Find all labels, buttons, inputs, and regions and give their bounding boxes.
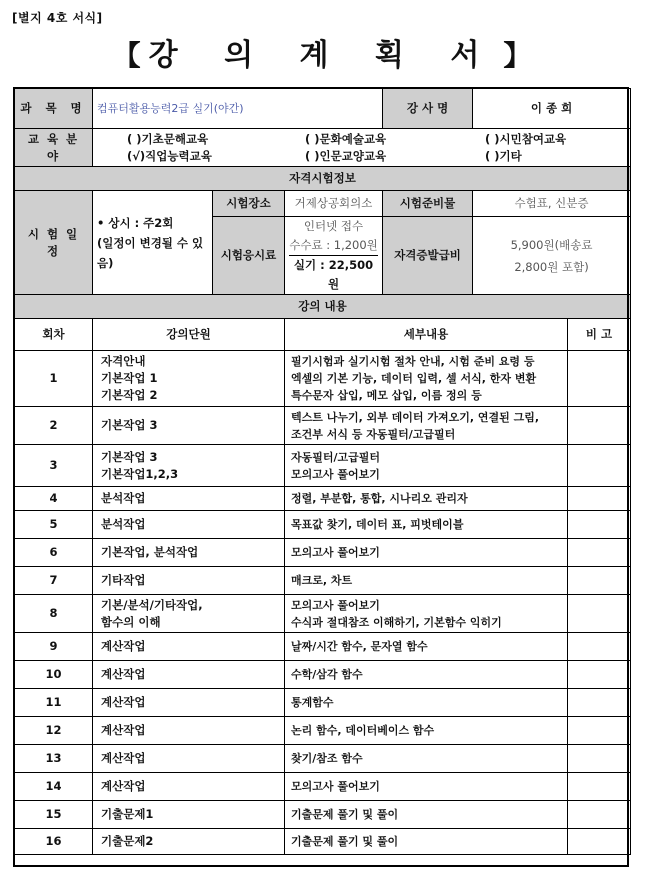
detail-cell: [285, 745, 568, 773]
unit-cell: [93, 407, 285, 445]
unit-line: 기본작업 3: [101, 418, 158, 432]
instructor-label: 강 사 명: [383, 89, 473, 129]
unit-line: 계산작업: [101, 639, 146, 653]
form-number: [별지 4호 서식]: [12, 11, 103, 25]
issue-line: 2,800원 포함): [514, 259, 589, 274]
table-row: [15, 689, 631, 717]
note-cell: [568, 801, 631, 829]
note-cell: [568, 661, 631, 689]
detail-line: 수학/삼각 함수: [291, 668, 363, 681]
unit-line: 함수의 이해: [101, 614, 161, 629]
table-row: [15, 567, 631, 595]
unit-line: 계산작업: [101, 751, 146, 765]
session-number: 5: [15, 511, 93, 539]
unit-line: 기본작업 1: [101, 371, 158, 385]
session-number: 12: [15, 717, 93, 745]
schedule-value: [93, 191, 213, 295]
schedule-label: 시 험 일 정: [15, 191, 93, 295]
unit-line: 기본작업, 분석작업: [101, 545, 199, 559]
detail-line: 모의고사 풀어보기: [291, 598, 380, 612]
note-cell: [568, 487, 631, 511]
detail-cell: [285, 567, 568, 595]
detail-line: 텍스트 나누기, 외부 데이터 가져오기, 연결된 그림,: [291, 410, 540, 424]
unit-cell: [93, 801, 285, 829]
instructor-value: 이 종 희: [473, 89, 631, 129]
issue-label: 자격증발급비: [383, 217, 473, 295]
unit-line: 계산작업: [101, 667, 146, 681]
schedule-line: (일정이 변경될 수 있음): [97, 235, 204, 270]
session-number: 6: [15, 539, 93, 567]
fee-line: 인터넷 접수: [303, 219, 364, 233]
unit-cell: [93, 745, 285, 773]
detail-cell: [285, 773, 568, 801]
detail-line: 목표값 찾기, 데이터 표, 피벗테이블: [291, 518, 464, 531]
page-title: [0, 30, 646, 74]
unit-line: 분석작업: [101, 517, 146, 531]
detail-line: 수식과 절대참조 이해하기, 기본함수 익히기: [291, 615, 502, 629]
unit-cell: [93, 633, 285, 661]
table-row: [15, 407, 631, 445]
detail-line: 통계함수: [291, 696, 334, 709]
session-number: 14: [15, 773, 93, 801]
subject-label: 과 목 명: [15, 89, 93, 129]
detail-cell: [285, 689, 568, 717]
unit-cell: [93, 511, 285, 539]
detail-cell: [285, 351, 568, 407]
field-label: 교 육 분 야: [15, 129, 93, 167]
table-row: [15, 829, 631, 855]
table-row: [15, 445, 631, 487]
schedule-line: • 상시 : 주2회: [97, 215, 174, 230]
unit-line: 기타작업: [101, 573, 146, 587]
col-header-unit: 강의단원: [93, 319, 285, 351]
unit-cell: [93, 717, 285, 745]
detail-cell: [285, 829, 568, 855]
unit-line: 기출문제1: [101, 807, 154, 821]
prep-label: 시험준비물: [383, 191, 473, 217]
detail-line: 기출문제 풀기 및 풀이: [291, 835, 399, 848]
place-label: 시험장소: [213, 191, 285, 217]
session-number: 15: [15, 801, 93, 829]
detail-line: 날짜/시간 함수, 문자열 함수: [291, 640, 428, 653]
unit-cell: [93, 539, 285, 567]
fee-line: 실기 : 22,500원: [289, 255, 378, 294]
content-section-title: 강의 내용: [15, 295, 631, 319]
unit-line: 계산작업: [101, 779, 146, 793]
detail-line: 모의고사 풀어보기: [291, 467, 380, 481]
issue-value: [473, 217, 631, 295]
detail-line: 찾기/참조 함수: [291, 752, 363, 765]
session-number: 10: [15, 661, 93, 689]
table-row: [15, 487, 631, 511]
unit-line: 기본작업1,2,3: [101, 466, 179, 481]
unit-line: 기본작업 2: [101, 388, 158, 402]
session-number: 7: [15, 567, 93, 595]
session-number: 2: [15, 407, 93, 445]
lecture-plan-table: [14, 88, 631, 855]
prep-value: 수험표, 신분증: [473, 191, 631, 217]
detail-cell: [285, 661, 568, 689]
unit-cell: [93, 773, 285, 801]
detail-line: 자동필터/고급필터: [291, 450, 381, 464]
table-row: [15, 745, 631, 773]
detail-line: 엑셀의 기본 기능, 데이터 입력, 셀 서식, 한자 변환: [291, 372, 537, 385]
unit-line: 기본작업 3: [101, 449, 158, 464]
unit-line: 계산작업: [101, 695, 146, 709]
unit-line: 기본/분석/기타작업,: [101, 597, 203, 612]
field-options: [93, 129, 631, 167]
note-cell: [568, 539, 631, 567]
detail-line: 논리 함수, 데이터베이스 함수: [291, 724, 435, 737]
title-open-bracket: 【: [112, 39, 143, 72]
detail-cell: [285, 407, 568, 445]
note-cell: [568, 717, 631, 745]
unit-line: 분석작업: [101, 491, 146, 505]
note-cell: [568, 633, 631, 661]
detail-line: 특수문자 삽입, 메모 삽입, 이름 정의 등: [291, 389, 482, 402]
note-cell: [568, 567, 631, 595]
col-header-detail: 세부내용: [285, 319, 568, 351]
table-row: [15, 511, 631, 539]
unit-cell: [93, 689, 285, 717]
fee-line: 수수료 : 1,200원: [289, 238, 378, 252]
unit-cell: [93, 661, 285, 689]
detail-line: 정렬, 부분합, 통합, 시나리오 관리자: [291, 492, 468, 505]
title-text: 강 의 계 획 서: [148, 38, 498, 73]
field-option: ( )기타: [485, 148, 522, 163]
field-option: ( )인문교양교육: [305, 148, 387, 163]
detail-line: 기출문제 풀기 및 풀이: [291, 808, 399, 821]
detail-line: 매크로, 차트: [291, 574, 353, 587]
cert-section-title: 자격시험정보: [15, 167, 631, 191]
unit-cell: [93, 351, 285, 407]
session-number: 13: [15, 745, 93, 773]
note-cell: [568, 745, 631, 773]
unit-cell: [93, 487, 285, 511]
session-number: 4: [15, 487, 93, 511]
unit-cell: [93, 567, 285, 595]
note-cell: [568, 511, 631, 539]
note-cell: [568, 445, 631, 487]
detail-cell: [285, 717, 568, 745]
detail-cell: [285, 487, 568, 511]
unit-cell: [93, 595, 285, 633]
unit-line: 기출문제2: [101, 834, 154, 848]
detail-cell: [285, 445, 568, 487]
session-number: 3: [15, 445, 93, 487]
table-row: [15, 773, 631, 801]
note-cell: [568, 829, 631, 855]
subject-value: 컴퓨터활용능력2급 실기(야간): [93, 89, 383, 129]
note-cell: [568, 407, 631, 445]
fee-label: 시험응시료: [213, 217, 285, 295]
detail-cell: [285, 633, 568, 661]
note-cell: [568, 351, 631, 407]
field-option: ( )문화예술교육: [305, 131, 387, 146]
field-option: ( )기초문해교육: [127, 131, 209, 146]
table-row: [15, 717, 631, 745]
note-cell: [568, 595, 631, 633]
unit-cell: [93, 445, 285, 487]
issue-line: 5,900원(배송료: [510, 237, 593, 252]
detail-line: 조건부 서식 등 자동필터/고급필터: [291, 427, 456, 441]
table-row: [15, 539, 631, 567]
table-row: [15, 801, 631, 829]
table-row: [15, 351, 631, 407]
detail-line: 모의고사 풀어보기: [291, 780, 380, 793]
unit-line: 자격안내: [101, 354, 146, 368]
session-number: 16: [15, 829, 93, 855]
fee-value: [285, 217, 383, 295]
unit-line: 계산작업: [101, 723, 146, 737]
session-number: 11: [15, 689, 93, 717]
detail-line: 필기시험과 실기시험 절차 안내, 시험 준비 요령 등: [291, 355, 535, 368]
field-option: (√)직업능력교육: [127, 148, 212, 163]
col-header-note: 비 고: [568, 319, 631, 351]
detail-line: 모의고사 풀어보기: [291, 546, 380, 559]
detail-cell: [285, 539, 568, 567]
table-row: [15, 633, 631, 661]
session-number: 9: [15, 633, 93, 661]
note-cell: [568, 773, 631, 801]
place-value: 거제상공회의소: [285, 191, 383, 217]
col-header-no: 회차: [15, 319, 93, 351]
session-number: 8: [15, 595, 93, 633]
title-close-bracket: 】: [503, 39, 534, 72]
table-row: [15, 595, 631, 633]
detail-cell: [285, 801, 568, 829]
detail-cell: [285, 511, 568, 539]
note-cell: [568, 689, 631, 717]
session-number: 1: [15, 351, 93, 407]
detail-cell: [285, 595, 568, 633]
table-row: [15, 661, 631, 689]
field-option: ( )시민참여교육: [485, 131, 567, 146]
unit-cell: [93, 829, 285, 855]
